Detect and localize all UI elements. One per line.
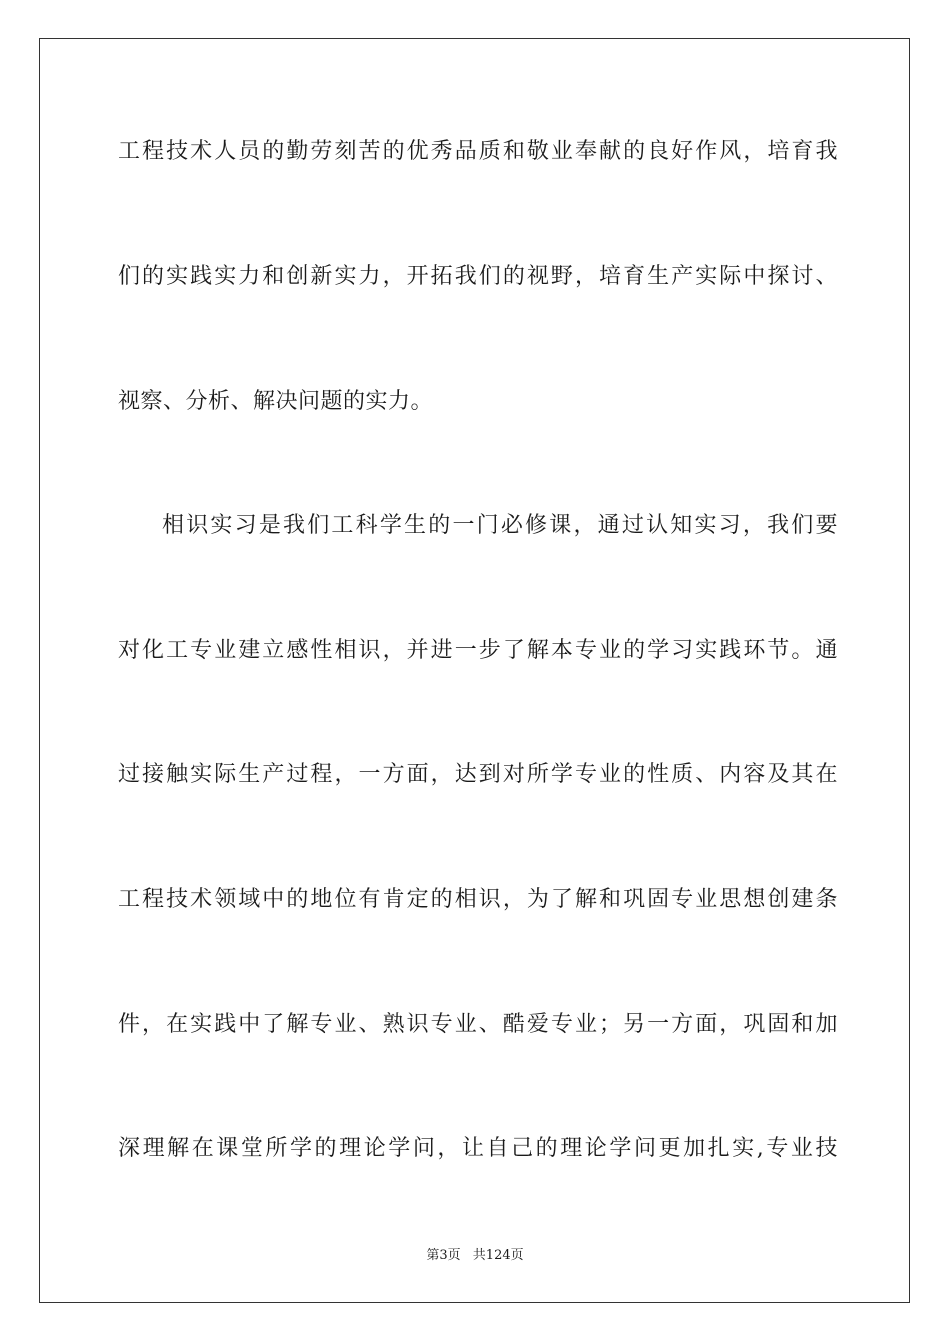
text-line: 们的实践实力和创新实力，开拓我们的视野，培育生产实际中探讨、	[118, 264, 838, 289]
text-line: 深理解在课堂所学的理论学问，让自己的理论学问更加扎实,专业技	[118, 1136, 838, 1161]
paragraph-first-line: 相识实习是我们工科学生的一门必修课，通过认知实习，我们要	[162, 513, 838, 538]
text-line: 视察、分析、解决问题的实力。	[118, 389, 434, 414]
text-line: 工程技术领域中的地位有肯定的相识，为了解和巩固专业思想创建条	[118, 887, 838, 912]
page-border	[39, 38, 910, 1303]
page-total: 共124页	[472, 1248, 524, 1263]
text-line: 件，在实践中了解专业、熟识专业、酷爱专业；另一方面，巩固和加	[118, 1012, 838, 1037]
text-line: 工程技术人员的勤劳刻苦的优秀品质和敬业奉献的良好作风，培育我	[118, 139, 838, 164]
text-line: 过接触实际生产过程，一方面，达到对所学专业的性质、内容及其在	[118, 762, 838, 787]
page-footer	[0, 1246, 950, 1266]
text-line: 对化工专业建立感性相识，并进一步了解本专业的学习实践环节。通	[118, 638, 838, 663]
page-number: 第3页	[426, 1248, 461, 1263]
